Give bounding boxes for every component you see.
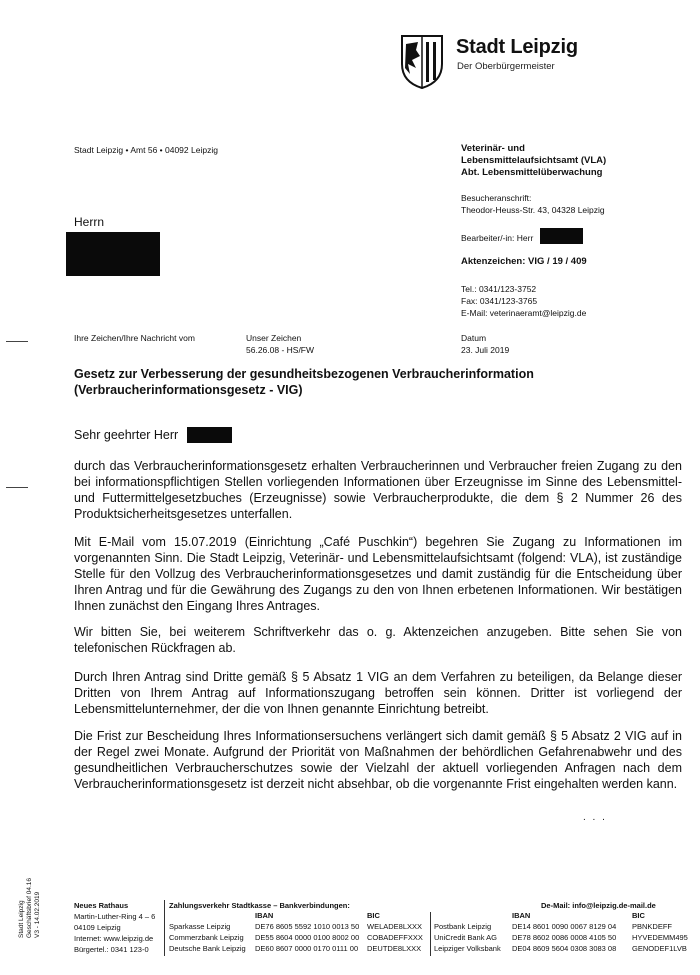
side-note-line: Stadt Leipzig bbox=[18, 900, 25, 938]
bank-iban: DE04 8609 5604 0308 3083 08 bbox=[512, 944, 617, 953]
bank-iban: DE60 8607 0000 0170 0111 00 bbox=[255, 944, 359, 953]
authority-line: Abt. Lebensmittelüberwachung bbox=[461, 167, 603, 178]
redacted-name bbox=[187, 427, 232, 443]
body-paragraph: Die Frist zur Bescheidung Ihres Informationsersuchens verlängert sich damit gemäß § 5 Absatz 2 VIG auf in der Regel zwei Monate. Aufgrund der Priorität von Maßnahmen der behördlichen Gefahrenabwehr und des gesundheitlichen Verbraucherschutzes sowie der Vielzahl der aktuell vorliegenden Anfragen nach dem Verbraucherinformationsgesetz ist derzeit nicht absehbar, ob die vorgenannte Frist eingehalten werden kann. bbox=[74, 729, 682, 791]
continuation-dots: . . . bbox=[583, 812, 607, 823]
city-name: Stadt Leipzig bbox=[456, 36, 578, 58]
bank-iban: DE78 8602 0086 0008 4105 50 bbox=[512, 933, 617, 942]
staff-label: Bearbeiter/-in: Herr bbox=[461, 233, 534, 243]
bank-names-right bbox=[434, 921, 501, 954]
body-paragraph: Wir bitten Sie, bei weiterem Schriftverkehr das o. g. Aktenzeichen anzugeben. Bitte sehen Sie von telefonischen Rückfragen ab. bbox=[74, 625, 682, 655]
sender-return-address: Stadt Leipzig • Amt 56 • 04092 Leipzig bbox=[74, 145, 218, 155]
ibans-left bbox=[255, 921, 359, 954]
bank-bic: HYVEDEMM495 bbox=[632, 933, 688, 942]
bank-name: Leipziger Volksbank bbox=[434, 944, 501, 953]
town-hall-title: Neues Rathaus bbox=[74, 901, 129, 910]
footer-divider bbox=[430, 912, 431, 956]
our-ref-value: 56.26.08 - HS/FW bbox=[246, 345, 315, 355]
bank-name: Deutsche Bank Leipzig bbox=[169, 944, 246, 953]
fold-mark bbox=[6, 341, 28, 342]
bank-bic: WELADE8LXXX bbox=[367, 922, 423, 931]
redacted-recipient bbox=[66, 232, 160, 276]
side-note-line: Geschäftsbrief 04.16 bbox=[26, 878, 33, 938]
our-ref bbox=[246, 332, 314, 356]
punch-mark bbox=[6, 487, 28, 488]
town-hall-web: Internet: www.leipzig.de bbox=[74, 934, 154, 943]
bank-names-left bbox=[169, 921, 246, 954]
bank-bic: DEUTDE8LXXX bbox=[367, 944, 422, 953]
body-paragraph: Durch Ihren Antrag sind Dritte gemäß § 5 Absatz 1 VIG an dem Verfahren zu beteiligen, da Belange dieser Dritten von Ihrem Antrag auf Informationszugang betroffen sein können. Dritter ist vorliegend der Lebensmittelunternehmer, der die von Ihnen genannte Einrichtung betreibt. bbox=[74, 670, 682, 716]
bank-iban: DE55 8604 0000 0100 8002 00 bbox=[255, 933, 360, 942]
bank-iban: DE14 8601 0090 0067 8129 04 bbox=[512, 922, 617, 931]
authority-line: Lebensmittelaufsichtsamt (VLA) bbox=[461, 155, 607, 166]
fax-number: Fax: 0341/123-3765 bbox=[461, 296, 538, 306]
visitor-address-value: Theodor-Heuss-Str. 43, 04328 Leipzig bbox=[461, 205, 605, 215]
bank-title: Zahlungsverkehr Stadtkasse – Bankverbindungen: bbox=[169, 901, 350, 910]
subject-line: (Verbraucherinformationsgesetz - VIG) bbox=[74, 383, 303, 397]
bank-name: Postbank Leipzig bbox=[434, 922, 492, 931]
footer-divider bbox=[164, 900, 165, 956]
our-ref-label: Unser Zeichen bbox=[246, 333, 302, 343]
iban-header: IBAN bbox=[255, 911, 274, 920]
authority-line: Veterinär- und bbox=[461, 143, 525, 154]
form-version-note bbox=[18, 878, 42, 938]
bic-header: BIC bbox=[632, 911, 645, 920]
bank-bic: GENODEF1LVB bbox=[632, 944, 687, 953]
visitor-address bbox=[461, 192, 605, 216]
your-ref-label: Ihre Zeichen/Ihre Nachricht vom bbox=[74, 333, 195, 343]
file-reference: Aktenzeichen: VIG / 19 / 409 bbox=[461, 256, 587, 267]
date-value: 23. Juli 2019 bbox=[461, 345, 510, 355]
email-address: E-Mail: veterinaeramt@leipzig.de bbox=[461, 308, 587, 318]
bics-left bbox=[367, 921, 423, 954]
salutation: Sehr geehrter Herr bbox=[74, 428, 179, 442]
town-hall-phone: Bürgertel.: 0341 123-0 bbox=[74, 945, 149, 954]
redacted-staff-name bbox=[540, 228, 583, 244]
iban-header: IBAN bbox=[512, 911, 531, 920]
bic-header: BIC bbox=[367, 911, 380, 920]
authority-name bbox=[461, 143, 691, 179]
ibans-right bbox=[512, 921, 616, 954]
body-paragraph: Mit E-Mail vom 15.07.2019 (Einrichtung „Café Puschkin“) begehren Sie Zugang zu Informationen im vorgenannten Sinn. Die Stadt Leipzig, Veterinär- und Lebensmittelaufsichtsamt (folgend: VLA), ist zuständige Stelle für den Vollzug des Verbraucherinformationsgesetzes und damit zuständig für die Entscheidung über Ihren Antrag und für die Gewährung des Zugangs zu den von Ihnen erbetenen Informationen. Wir bestätigen Ihnen zunächst den Eingang Ihres Antrages. bbox=[74, 535, 682, 613]
date-block bbox=[461, 332, 509, 356]
contact-block bbox=[461, 283, 586, 319]
town-hall-street: Martin-Luther-Ring 4 – 6 bbox=[74, 912, 156, 921]
demail-address: De-Mail: info@leipzig.de-mail.de bbox=[541, 901, 656, 910]
mayor-office: Der Oberbürgermeister bbox=[457, 61, 555, 72]
city-crest-icon bbox=[400, 34, 444, 90]
bank-name: UniCredit Bank AG bbox=[434, 933, 497, 942]
subject-line: Gesetz zur Verbesserung der gesundheitsbezogenen Verbraucherinformation bbox=[74, 367, 534, 381]
footer-town-hall bbox=[74, 900, 155, 955]
bank-iban: DE76 8605 5592 1010 0013 50 bbox=[255, 922, 360, 931]
bics-right bbox=[632, 921, 688, 954]
letter-subject bbox=[74, 366, 674, 398]
phone-number: Tel.: 0341/123-3752 bbox=[461, 284, 537, 294]
visitor-address-label: Besucheranschrift: bbox=[461, 193, 532, 203]
date-label: Datum bbox=[461, 333, 487, 343]
recipient-salutation: Herrn bbox=[74, 215, 105, 229]
body-paragraph: durch das Verbraucherinformationsgesetz erhalten Verbraucherinnen und Verbraucher freien Zugang zu den bei informationspflichtigen Stellen vorliegenden Informationen über Erzeugnisse im Sinne des Lebensmittel- und Futtermittelgesetzbuches (Erzeugnisse) sowie Verbraucherprodukte, die dem § 2 Nummer 26 des Produktsicherheitsgesetzes unterfallen. bbox=[74, 459, 682, 521]
town-hall-city: 04109 Leipzig bbox=[74, 923, 121, 932]
bank-name: Sparkasse Leipzig bbox=[169, 922, 231, 931]
bank-name: Commerzbank Leipzig bbox=[169, 933, 244, 942]
side-note-line: V3 - 14.02.2019 bbox=[34, 891, 41, 938]
bank-bic: COBADEFFXXX bbox=[367, 933, 423, 942]
bank-bic: PBNKDEFF bbox=[632, 922, 673, 931]
